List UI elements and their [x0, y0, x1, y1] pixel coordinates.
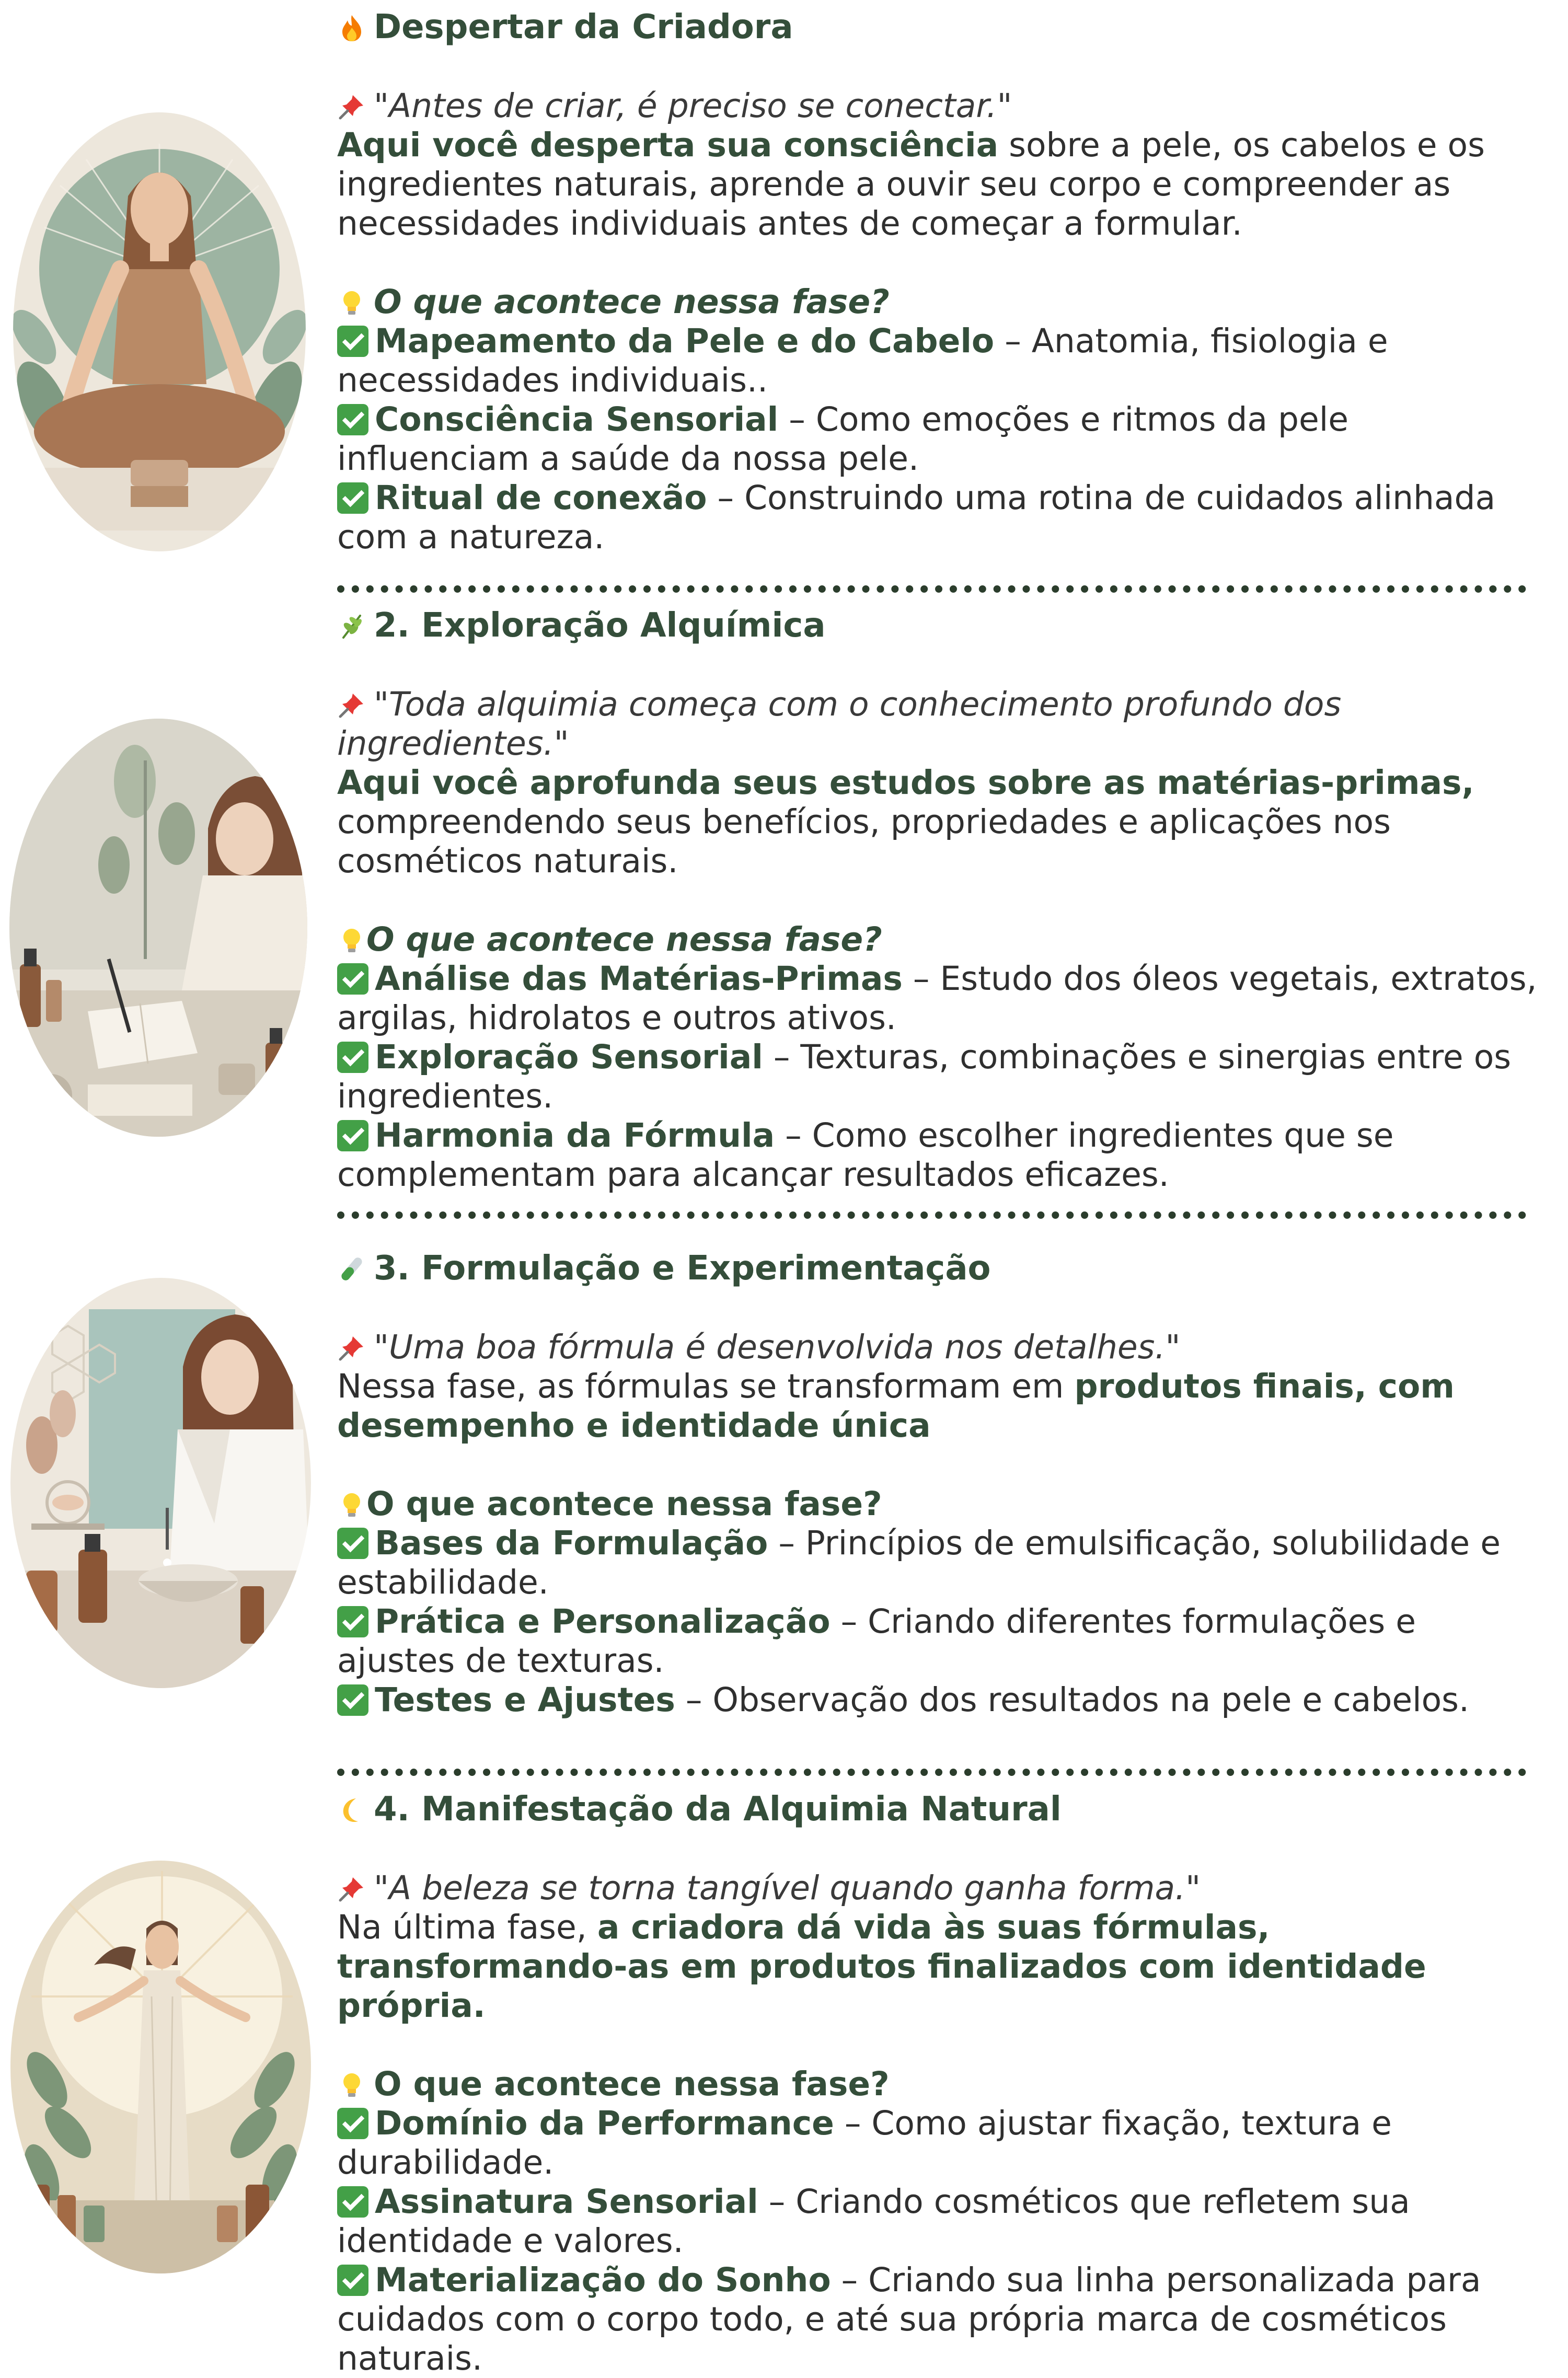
- phase-item-desc: – Como escolher ingredientes que se complementam para alcançar resultados eficazes.: [337, 1116, 1394, 1194]
- pushpin-icon: [337, 1333, 366, 1363]
- phase-question: [337, 1484, 1539, 1523]
- section-quote-text: "Toda alquimia começa com o conhecimento profundo dos ingredientes.": [337, 685, 1342, 763]
- phase-question-text: O que acontece nessa fase?: [366, 1485, 882, 1523]
- section-heading-text: Despertar da Criadora: [374, 8, 793, 47]
- pushpin-icon: [337, 92, 366, 121]
- phase-item-title: Testes e Ajustes: [375, 1681, 675, 1719]
- check-mark-icon: [337, 2108, 368, 2139]
- section-intro-bold: produtos finais, com desempenho e identidade única: [337, 1367, 1455, 1445]
- phase-item-title: Harmonia da Fórmula: [375, 1116, 775, 1155]
- section-1-content: [337, 8, 1539, 557]
- phase-item: [337, 2182, 1539, 2260]
- section-heading-text: 2. Exploração Alquímica: [374, 606, 826, 645]
- fire-icon: [337, 13, 366, 42]
- section-intro: [337, 125, 1539, 243]
- section-quote-text: "A beleza se torna tangível quando ganha forma.": [374, 1869, 1201, 1907]
- test-tube-icon: [337, 1254, 366, 1284]
- section-quote-text: "Uma boa fórmula é desenvolvida nos detalhes.": [374, 1328, 1181, 1366]
- phase-question: [337, 2064, 1539, 2104]
- section-intro-bold: Aqui você aprofunda seus estudos sobre as matérias-primas,: [337, 764, 1474, 802]
- phase-item-title: Consciência Sensorial: [375, 400, 779, 438]
- phase-item-desc: – Criando diferentes formulações e ajustes de texturas.: [337, 1602, 1416, 1680]
- phase-question: [337, 920, 1539, 959]
- section-divider: [337, 1769, 1526, 1776]
- phase-item-desc: – Construindo uma rotina de cuidados alinhada com a natureza.: [337, 479, 1496, 556]
- section-intro: [337, 1908, 1539, 2025]
- light-bulb-icon: [337, 288, 366, 317]
- phase-item-desc: – Anatomia, fisiologia e necessidades individuais..: [337, 322, 1388, 399]
- phase-item: [337, 959, 1539, 1037]
- crescent-moon-icon: [337, 1795, 366, 1825]
- check-mark-icon: [337, 963, 368, 995]
- section-heading: [337, 8, 1539, 47]
- light-bulb-icon: [337, 1490, 366, 1519]
- phase-item: [337, 321, 1539, 400]
- section-intro-pre: Na última fase,: [337, 1908, 597, 1946]
- phase-item-title: Assinatura Sensorial: [375, 2183, 758, 2221]
- section-intro-bold: a criadora dá vida às suas fórmulas, transformando-as em produtos finalizados com identidade própria.: [337, 1908, 1426, 2025]
- light-bulb-icon: [337, 2070, 366, 2099]
- check-mark-icon: [337, 326, 368, 357]
- herb-icon: [337, 611, 366, 641]
- check-mark-icon: [337, 1684, 368, 1716]
- section-intro-pre: Nessa fase, as fórmulas se transformam em: [337, 1367, 1075, 1405]
- section-intro-bold: Aqui você desperta sua consciência: [337, 126, 999, 164]
- section-heading: [337, 606, 1539, 645]
- phase-item-desc: – Criando cosméticos que refletem sua identidade e valores.: [337, 2183, 1410, 2260]
- pushpin-icon: [337, 1874, 366, 1903]
- section-heading-text: 4. Manifestação da Alquimia Natural: [374, 1790, 1062, 1829]
- phase-question: [337, 282, 1539, 321]
- phase-item: [337, 1680, 1539, 1719]
- phase-item: [337, 1602, 1539, 1680]
- check-mark-icon: [337, 404, 368, 435]
- phase-item-desc: – Princípios de emulsificação, solubilidade e estabilidade.: [337, 1524, 1501, 1601]
- phase-item-desc: – Como ajustar fixação, textura e durabilidade.: [337, 2104, 1392, 2181]
- formulation-lab-illustration: [10, 1278, 311, 1688]
- phase-item-title: Bases da Formulação: [375, 1524, 768, 1562]
- section-quote: [337, 1868, 1539, 1908]
- manifestation-illustration: [10, 1861, 311, 2273]
- ingredients-study-illustration: [9, 719, 307, 1137]
- section-heading: [337, 1249, 1539, 1288]
- phase-item: [337, 1116, 1539, 1194]
- phase-question-text: O que acontece nessa fase?: [366, 920, 882, 959]
- section-divider: [337, 1211, 1526, 1219]
- phase-question-text: O que acontece nessa fase?: [374, 283, 890, 321]
- phase-item-title: Materialização do Sonho: [375, 2261, 831, 2299]
- section-intro-rest: compreendendo seus benefícios, propriedades e aplicações nos cosméticos naturais.: [337, 803, 1391, 880]
- section-4-content: [337, 1790, 1539, 2378]
- check-mark-icon: [337, 1528, 368, 1559]
- phase-item-title: Exploração Sensorial: [375, 1038, 763, 1076]
- phase-item-desc: – Observação dos resultados na pele e cabelos.: [675, 1681, 1470, 1719]
- check-mark-icon: [337, 482, 368, 514]
- phase-item-desc: – Criando sua linha personalizada para cuidados com o corpo todo, e até sua própria marca de cosméticos naturais.: [337, 2261, 1481, 2377]
- phase-item-title: Domínio da Performance: [375, 2104, 834, 2142]
- section-quote: [337, 1327, 1539, 1367]
- phase-item: [337, 1037, 1539, 1116]
- section-intro: [337, 1367, 1539, 1445]
- check-mark-icon: [337, 1042, 368, 1073]
- check-mark-icon: [337, 1606, 368, 1637]
- phase-item-desc: – Texturas, combinações e sinergias entre os ingredientes.: [337, 1038, 1512, 1115]
- light-bulb-icon: [337, 926, 366, 955]
- phase-item-title: Prática e Personalização: [375, 1602, 831, 1641]
- phase-item: [337, 400, 1539, 478]
- section-intro: [337, 763, 1539, 881]
- phase-item-desc: – Como emoções e ritmos da pele influenciam a saúde da nossa pele.: [337, 400, 1349, 478]
- phase-item-title: Mapeamento da Pele e do Cabelo: [375, 322, 995, 360]
- phase-item: [337, 1523, 1539, 1602]
- section-quote: [337, 685, 1539, 763]
- check-mark-icon: [337, 2186, 368, 2218]
- section-2-content: [337, 606, 1539, 1194]
- phase-item: [337, 478, 1539, 557]
- phase-question-text: O que acontece nessa fase?: [374, 2065, 890, 2103]
- meditation-illustration: [13, 112, 306, 551]
- check-mark-icon: [337, 1120, 368, 1151]
- check-mark-icon: [337, 2265, 368, 2296]
- pushpin-icon: [337, 690, 366, 720]
- phase-item-title: Ritual de conexão: [375, 479, 707, 517]
- section-heading: [337, 1790, 1539, 1829]
- phase-item: [337, 2104, 1539, 2182]
- section-quote: [337, 86, 1539, 125]
- phase-item-desc: – Estudo dos óleos vegetais, extratos, argilas, hidrolatos e outros ativos.: [337, 960, 1537, 1037]
- section-divider: [337, 585, 1526, 593]
- section-heading-text: 3. Formulação e Experimentação: [374, 1249, 991, 1288]
- section-3-content: [337, 1249, 1539, 1719]
- phase-item: [337, 2260, 1539, 2378]
- section-quote-text: "Antes de criar, é preciso se conectar.": [374, 87, 1012, 125]
- phase-item-title: Análise das Matérias-Primas: [375, 960, 903, 998]
- section-intro-rest: sobre a pele, os cabelos e os ingredientes naturais, aprende a ouvir seu corpo e compreender as necessidades individuais antes de começar a formular.: [337, 126, 1485, 243]
